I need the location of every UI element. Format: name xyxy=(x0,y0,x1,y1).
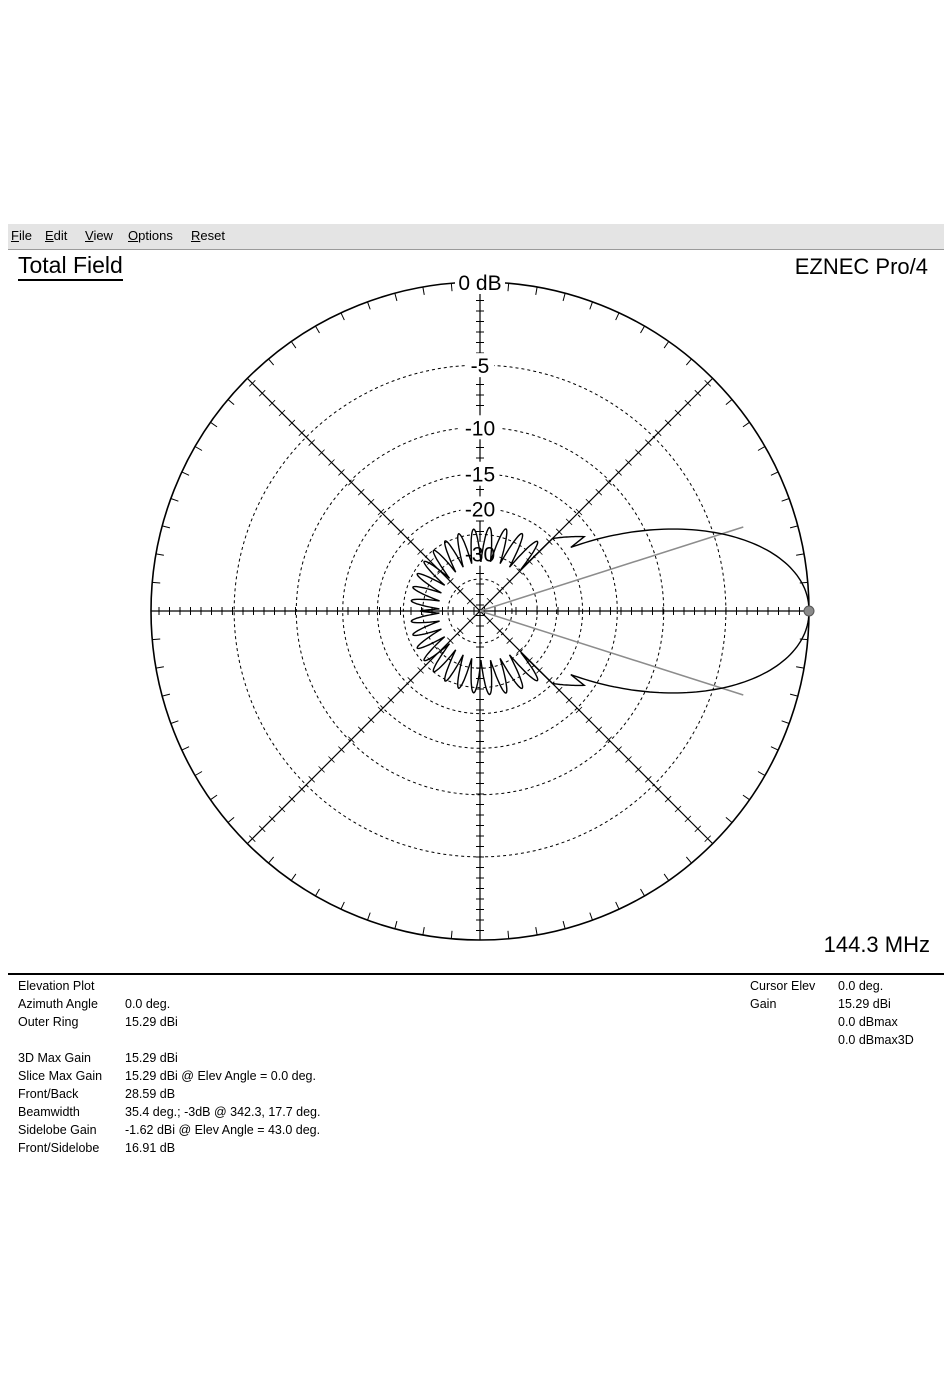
degree-tick xyxy=(590,302,593,310)
degree-tick xyxy=(182,747,189,750)
degree-tick xyxy=(210,422,217,427)
degree-tick xyxy=(162,694,170,696)
degree-tick xyxy=(726,400,732,405)
app-name: EZNEC Pro/4 xyxy=(794,254,928,279)
cursor-value: 0.0 dBmax xyxy=(838,1015,898,1029)
degree-tick xyxy=(790,526,798,528)
degree-tick xyxy=(641,889,645,896)
info-row xyxy=(18,1067,578,1085)
info-label: 3D Max Gain xyxy=(18,1051,91,1065)
info-label: Front/Sidelobe xyxy=(18,1141,100,1155)
degree-tick xyxy=(195,772,202,776)
ring-label: -10 xyxy=(464,417,496,441)
info-label: Front/Back xyxy=(18,1087,79,1101)
info-row xyxy=(18,995,578,1013)
cursor-label: Gain xyxy=(750,997,777,1011)
degree-tick xyxy=(156,667,164,668)
degree-tick xyxy=(771,747,778,750)
degree-tick xyxy=(796,554,804,555)
info-group-1 xyxy=(18,995,578,1031)
plot-title: Total Field xyxy=(18,252,123,281)
degree-tick xyxy=(171,498,179,501)
degree-tick xyxy=(210,795,217,800)
degree-tick xyxy=(758,447,765,451)
degree-tick xyxy=(782,721,790,724)
divider xyxy=(8,973,944,975)
cursor-row xyxy=(750,977,940,995)
degree-tick xyxy=(686,857,691,863)
cursor-row xyxy=(750,995,940,1013)
info-group-2 xyxy=(18,1049,578,1157)
degree-tick xyxy=(423,287,424,295)
degree-tick xyxy=(423,927,424,935)
degree-tick xyxy=(182,472,189,475)
degree-tick xyxy=(152,582,160,583)
ring-label: -5 xyxy=(470,355,490,379)
info-value: 0.0 deg. xyxy=(125,997,171,1011)
degree-tick xyxy=(171,721,179,724)
ring-label: -15 xyxy=(464,463,496,487)
info-value: 35.4 deg.; -3dB @ 342.3, 17.7 deg. xyxy=(125,1105,321,1119)
info-value: 15.29 dBi xyxy=(125,1051,178,1065)
degree-tick xyxy=(269,857,274,863)
degree-tick xyxy=(228,817,234,822)
degree-tick xyxy=(758,772,765,776)
degree-tick xyxy=(796,667,804,668)
info-value: 28.59 dB xyxy=(125,1087,176,1101)
degree-tick xyxy=(743,422,750,427)
degree-tick xyxy=(686,359,691,365)
degree-tick xyxy=(536,927,537,935)
degree-tick xyxy=(664,341,669,348)
info-value: -1.62 dBi @ Elev Angle = 43.0 deg. xyxy=(125,1123,321,1137)
cursor-row xyxy=(750,1013,940,1031)
cursor-row xyxy=(750,1031,940,1049)
ring-label: 0 dB xyxy=(458,272,502,295)
pattern-window xyxy=(8,224,944,1164)
info-label: Slice Max Gain xyxy=(18,1069,103,1083)
info-value: 16.91 dB xyxy=(125,1141,176,1155)
ring-label: -30 xyxy=(464,543,496,567)
degree-tick xyxy=(316,326,320,333)
info-label: Sidelobe Gain xyxy=(18,1123,97,1137)
degree-tick xyxy=(726,817,732,822)
degree-tick xyxy=(341,902,344,909)
degree-tick xyxy=(162,526,170,528)
degree-tick xyxy=(291,874,296,881)
degree-tick xyxy=(590,913,593,921)
menu-reset[interactable]: Reset xyxy=(191,228,225,243)
degree-tick xyxy=(563,293,565,301)
degree-tick xyxy=(291,341,296,348)
degree-tick xyxy=(395,921,397,929)
info-left xyxy=(18,977,578,1157)
menu-options[interactable]: Options xyxy=(128,228,173,243)
degree-tick xyxy=(508,283,509,291)
info-row xyxy=(18,1085,578,1103)
degree-tick xyxy=(152,639,160,640)
degree-tick xyxy=(790,694,798,696)
degree-tick xyxy=(367,302,370,310)
info-row xyxy=(18,1103,578,1121)
info-value: 15.29 dBi @ Elev Angle = 0.0 deg. xyxy=(125,1069,316,1083)
cursor-info xyxy=(750,977,940,1049)
degree-tick xyxy=(536,287,537,295)
menu-file[interactable]: File xyxy=(11,228,32,243)
degree-tick xyxy=(156,554,164,555)
info-label: Outer Ring xyxy=(18,1015,79,1029)
degree-tick xyxy=(743,795,750,800)
menu-view[interactable]: View xyxy=(85,228,113,243)
cursor-value: 0.0 deg. xyxy=(838,979,884,993)
cursor-label: Cursor Elev xyxy=(750,979,816,993)
degree-tick xyxy=(451,931,452,939)
degree-tick xyxy=(341,313,344,320)
degree-tick xyxy=(563,921,565,929)
degree-tick xyxy=(508,931,509,939)
cursor-marker xyxy=(804,606,814,616)
info-row xyxy=(18,1049,578,1067)
info-row xyxy=(18,1139,578,1157)
degree-tick xyxy=(367,913,370,921)
info-label: Beamwidth xyxy=(18,1105,80,1119)
beamwidth-line xyxy=(480,611,743,695)
info-row xyxy=(18,1013,578,1031)
degree-tick xyxy=(228,400,234,405)
cursor-value: 15.29 dBi xyxy=(838,997,891,1011)
menu-edit[interactable]: Edit xyxy=(45,228,68,243)
info-heading: Elevation Plot xyxy=(18,979,95,993)
degree-tick xyxy=(771,472,778,475)
info-row xyxy=(18,1121,578,1139)
frequency-label: 144.3 MHz xyxy=(823,932,930,957)
info-value: 15.29 dBi xyxy=(125,1015,178,1029)
polar-plot xyxy=(8,224,944,974)
degree-tick xyxy=(195,447,202,451)
info-right xyxy=(750,977,940,1049)
degree-tick xyxy=(616,313,619,320)
ring-label: -20 xyxy=(464,498,496,522)
degree-tick xyxy=(451,283,452,291)
degree-tick xyxy=(316,889,320,896)
cursor-value: 0.0 dBmax3D xyxy=(838,1033,914,1047)
degree-tick xyxy=(641,326,645,333)
degree-tick xyxy=(395,293,397,301)
degree-tick xyxy=(616,902,619,909)
info-label: Azimuth Angle xyxy=(18,997,98,1011)
degree-tick xyxy=(664,874,669,881)
degree-tick xyxy=(782,498,790,501)
degree-tick xyxy=(269,359,274,365)
